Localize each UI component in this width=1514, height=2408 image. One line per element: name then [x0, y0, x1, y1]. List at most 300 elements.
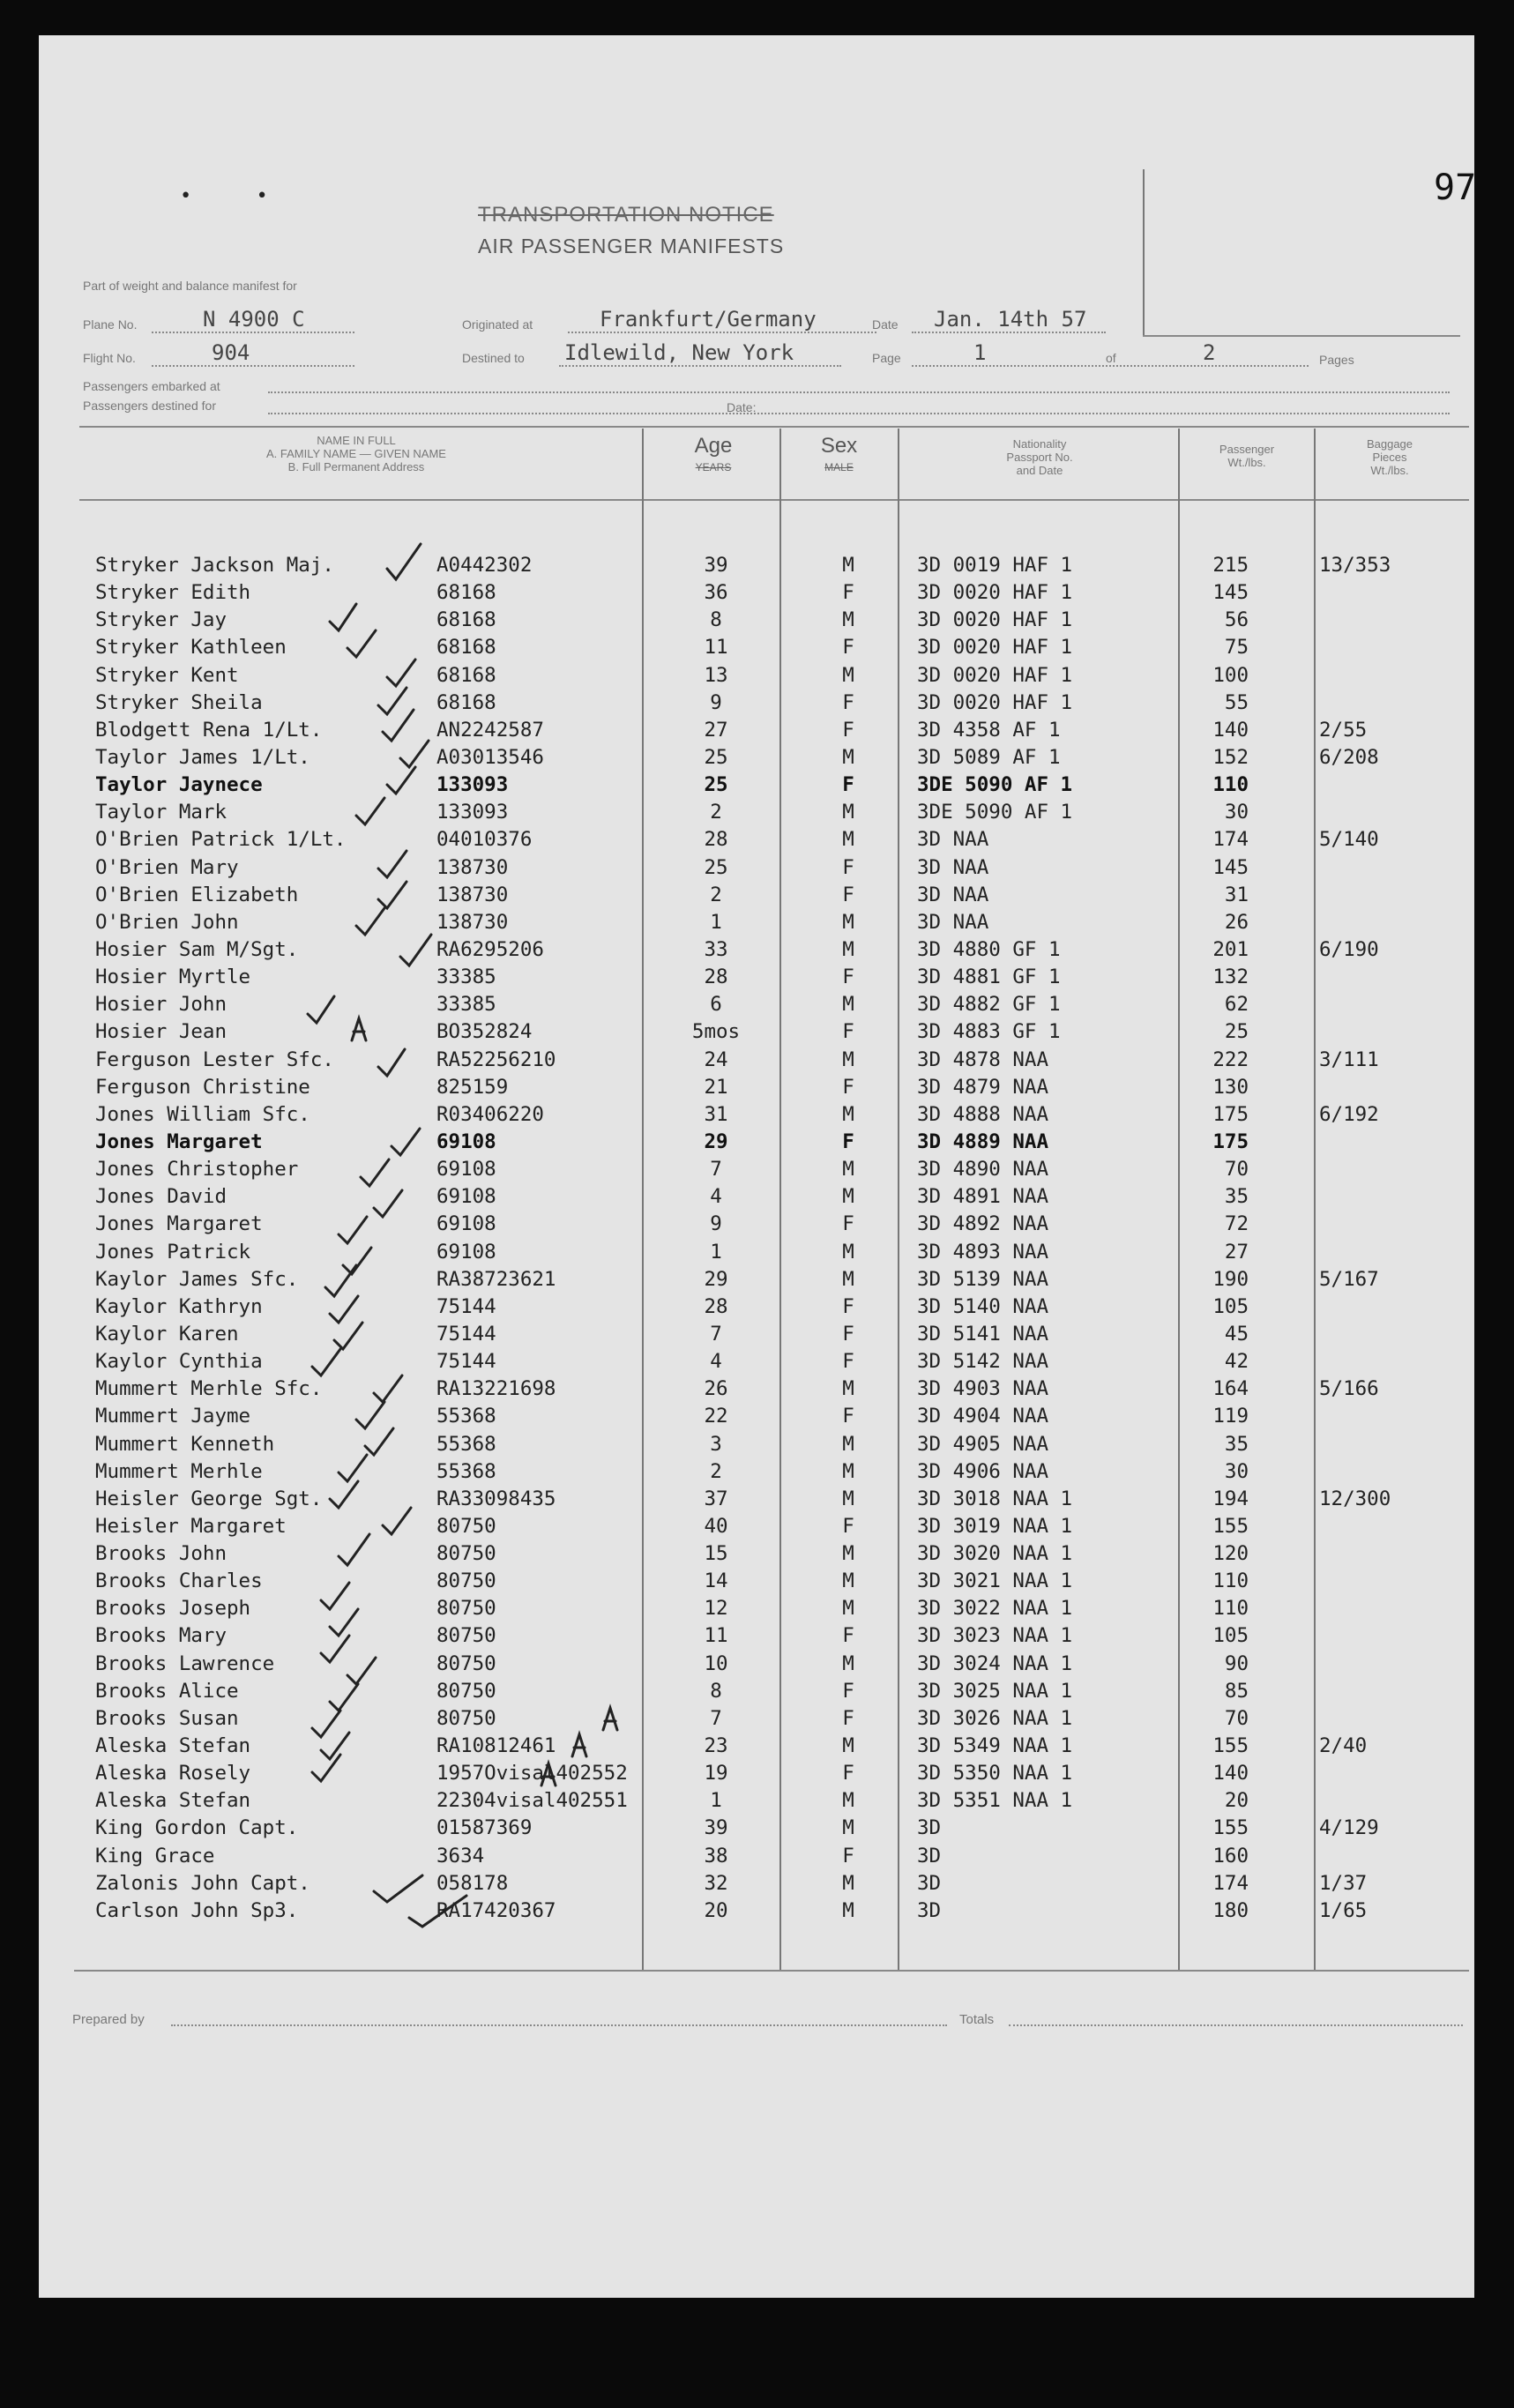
- handwritten-checkmarks: [39, 35, 1477, 2151]
- age: 15: [704, 1542, 728, 1566]
- weight: 42: [1224, 1350, 1249, 1374]
- nationality: 3D 3026 NAA 1: [917, 1706, 1073, 1730]
- col-wt-l1: Passenger: [1219, 443, 1275, 456]
- passenger-name: Heisler Margaret: [95, 1514, 287, 1538]
- sex: F: [842, 718, 854, 742]
- sex: M: [842, 1789, 854, 1813]
- passenger-name: Stryker Jackson Maj.: [95, 554, 334, 577]
- passenger-name: O'Brien Mary: [95, 855, 239, 879]
- baggage: 5/166: [1319, 1377, 1379, 1401]
- sex: F: [842, 1212, 854, 1236]
- passenger-name: Jones David: [95, 1185, 227, 1209]
- nationality: 3D 3023 NAA 1: [917, 1624, 1073, 1648]
- baggage: 2/40: [1319, 1734, 1368, 1758]
- nationality: 3DE 5090 AF 1: [917, 773, 1073, 797]
- passport-no: RA10812461: [436, 1734, 556, 1758]
- passenger-name: Hosier Myrtle: [95, 965, 251, 989]
- passport-no: 80750: [436, 1542, 496, 1566]
- age: 40: [704, 1514, 728, 1538]
- age: 23: [704, 1734, 728, 1758]
- col-nat-l2: Passport No.: [1006, 451, 1073, 464]
- sex: M: [842, 801, 854, 824]
- destined-for-label: Passengers destined for: [83, 399, 216, 413]
- nationality: 3D 0020 HAF 1: [917, 690, 1073, 714]
- age: 9: [710, 690, 722, 714]
- plane-no-label: Plane No.: [83, 317, 138, 332]
- passport-no: 133093: [436, 773, 509, 797]
- form-title: AIR PASSENGER MANIFESTS: [478, 235, 785, 257]
- passenger-name: Mummert Kenneth: [95, 1432, 275, 1456]
- nationality: 3D 3024 NAA 1: [917, 1651, 1073, 1675]
- weight: 25: [1224, 1020, 1249, 1044]
- nationality: 3D 5349 NAA 1: [917, 1734, 1073, 1758]
- nationality: 3D 4888 NAA: [917, 1102, 1049, 1126]
- passport-no: A0442302: [436, 554, 533, 577]
- age: 26: [704, 1377, 728, 1401]
- weight: 35: [1224, 1432, 1249, 1456]
- weight: 20: [1224, 1789, 1249, 1813]
- sex: M: [842, 1377, 854, 1401]
- passport-no: A03013546: [436, 745, 544, 769]
- age: 28: [704, 965, 728, 989]
- weight: 30: [1224, 1459, 1249, 1483]
- nationality: 3D 4879 NAA: [917, 1075, 1049, 1099]
- age: 31: [704, 1102, 728, 1126]
- passport-no: 69108: [436, 1158, 496, 1182]
- nationality: 3D 4905 NAA: [917, 1432, 1049, 1456]
- nationality: 3D 4878 NAA: [917, 1047, 1049, 1071]
- weight: 105: [1212, 1624, 1249, 1648]
- passport-no: 68168: [436, 581, 496, 605]
- col-age-sub: YEARS: [695, 461, 732, 473]
- passport-no: 75144: [436, 1322, 496, 1346]
- nationality: 3D 4889 NAA: [917, 1129, 1049, 1153]
- weight: 85: [1224, 1679, 1249, 1703]
- embarked-label: Passengers embarked at: [83, 379, 220, 393]
- age: 28: [704, 1294, 728, 1318]
- passport-no: 55368: [436, 1432, 496, 1456]
- passport-no: 80750: [436, 1514, 496, 1538]
- nationality: 3D 4906 NAA: [917, 1459, 1049, 1483]
- passport-no: 80750: [436, 1597, 496, 1621]
- age: 3: [710, 1432, 722, 1456]
- passenger-name: Hosier John: [95, 993, 227, 1017]
- passenger-name: O'Brien Patrick 1/Lt.: [95, 828, 347, 852]
- sex: F: [842, 1020, 854, 1044]
- passport-no: 138730: [436, 910, 509, 934]
- baggage: 1/65: [1319, 1898, 1368, 1922]
- passenger-name: Brooks Lawrence: [95, 1651, 275, 1675]
- originated-value: Frankfurt/Germany: [600, 307, 817, 332]
- nationality: 3D 5089 AF 1: [917, 745, 1061, 769]
- weight: 130: [1212, 1075, 1249, 1099]
- passenger-name: Stryker Edith: [95, 581, 251, 605]
- passenger-name: Jones Christopher: [95, 1158, 299, 1182]
- passport-no: 80750: [436, 1624, 496, 1648]
- age: 38: [704, 1844, 728, 1868]
- sex: M: [842, 1651, 854, 1675]
- nationality: 3D NAA: [917, 828, 989, 852]
- sex: F: [842, 690, 854, 714]
- col-age-label: Age: [694, 434, 733, 458]
- col-bag-l2: Pieces: [1372, 451, 1407, 464]
- weight: 145: [1212, 855, 1249, 879]
- baggage: 6/192: [1319, 1102, 1379, 1126]
- age: 7: [710, 1158, 722, 1182]
- nationality: 3D 4891 NAA: [917, 1185, 1049, 1209]
- weight: 75: [1224, 636, 1249, 660]
- passenger-name: Kaylor James Sfc.: [95, 1267, 299, 1291]
- passenger-name: Mummert Merhle Sfc.: [95, 1377, 323, 1401]
- passport-no: 1957Ovisal402552: [436, 1762, 628, 1785]
- baggage: 5/167: [1319, 1267, 1379, 1291]
- col-name-l3: B. Full Permanent Address: [287, 460, 425, 473]
- weight: 155: [1212, 1734, 1249, 1758]
- sex: M: [842, 1816, 854, 1840]
- sex: M: [842, 1459, 854, 1483]
- passport-no: 33385: [436, 965, 496, 989]
- age: 14: [704, 1569, 728, 1593]
- passport-no: BO352824: [436, 1020, 533, 1044]
- nationality: 3D 3021 NAA 1: [917, 1569, 1073, 1593]
- sex: F: [842, 883, 854, 906]
- passport-no: 69108: [436, 1212, 496, 1236]
- passenger-name: Blodgett Rena 1/Lt.: [95, 718, 323, 742]
- flight-no-value: 904: [212, 340, 250, 365]
- sex: M: [842, 993, 854, 1017]
- passport-no: 69108: [436, 1185, 496, 1209]
- age: 7: [710, 1706, 722, 1730]
- weight: 62: [1224, 993, 1249, 1017]
- weight: 70: [1224, 1706, 1249, 1730]
- destined-label: Destined to: [462, 351, 525, 365]
- age: 29: [704, 1129, 728, 1153]
- passport-no: 80750: [436, 1569, 496, 1593]
- passenger-name: Mummert Merhle: [95, 1459, 263, 1483]
- passenger-name: Stryker Kent: [95, 663, 239, 687]
- nationality: 3D 3022 NAA 1: [917, 1597, 1073, 1621]
- passenger-name: Stryker Jay: [95, 608, 227, 632]
- age: 1: [710, 910, 722, 934]
- passenger-name: Brooks Alice: [95, 1679, 239, 1703]
- passport-no: 55368: [436, 1459, 496, 1483]
- weight: 201: [1212, 937, 1249, 961]
- page-label: Page: [872, 351, 901, 365]
- nationality: 3D: [917, 1898, 942, 1922]
- weight: 155: [1212, 1816, 1249, 1840]
- nationality: 3D 5139 NAA: [917, 1267, 1049, 1291]
- weight: 45: [1224, 1322, 1249, 1346]
- nationality: 3D NAA: [917, 910, 989, 934]
- sex: M: [842, 910, 854, 934]
- nationality: 3D 5141 NAA: [917, 1322, 1049, 1346]
- passenger-name: O'Brien John: [95, 910, 239, 934]
- passport-no: 80750: [436, 1651, 496, 1675]
- mark-dots: • •: [180, 185, 295, 207]
- date-label: Date: [872, 317, 899, 332]
- struck-header: TRANSPORTATION NOTICE: [478, 203, 774, 227]
- age: 25: [704, 745, 728, 769]
- weight: 72: [1224, 1212, 1249, 1236]
- sex: M: [842, 1158, 854, 1182]
- sex: M: [842, 1871, 854, 1895]
- passenger-name: Carlson John Sp3.: [95, 1898, 299, 1922]
- weight: 194: [1212, 1487, 1249, 1510]
- sex: M: [842, 1542, 854, 1566]
- passport-no: 68168: [436, 690, 496, 714]
- col-name-l1: NAME IN FULL: [317, 434, 396, 447]
- weight: 164: [1212, 1377, 1249, 1401]
- nationality: 3D: [917, 1844, 942, 1868]
- age: 29: [704, 1267, 728, 1291]
- passenger-name: Jones Margaret: [95, 1212, 263, 1236]
- passenger-name: Hosier Sam M/Sgt.: [95, 937, 299, 961]
- age: 2: [710, 801, 722, 824]
- flight-no-label: Flight No.: [83, 351, 136, 365]
- sex: M: [842, 1240, 854, 1264]
- nationality: 3D 4893 NAA: [917, 1240, 1049, 1264]
- sex: F: [842, 1514, 854, 1538]
- sex: F: [842, 1129, 854, 1153]
- destined-value: Idlewild, New York: [564, 340, 794, 365]
- passport-no: 68168: [436, 663, 496, 687]
- sex: M: [842, 1569, 854, 1593]
- age: 11: [704, 1624, 728, 1648]
- weight: 174: [1212, 828, 1249, 852]
- passport-no: RA38723621: [436, 1267, 556, 1291]
- age: 1: [710, 1789, 722, 1813]
- passenger-name: Brooks John: [95, 1542, 227, 1566]
- sex: M: [842, 1267, 854, 1291]
- age: 7: [710, 1322, 722, 1346]
- sex: M: [842, 663, 854, 687]
- weight: 55: [1224, 690, 1249, 714]
- col-nat-l1: Nationality: [1012, 437, 1067, 451]
- passenger-name: Jones William Sfc.: [95, 1102, 310, 1126]
- pages-label: Pages: [1319, 353, 1354, 367]
- age: 8: [710, 1679, 722, 1703]
- nationality: 3DE 5090 AF 1: [917, 801, 1073, 824]
- sex: F: [842, 855, 854, 879]
- passenger-name: Kaylor Karen: [95, 1322, 239, 1346]
- sex: F: [842, 636, 854, 660]
- weight: 174: [1212, 1871, 1249, 1895]
- nationality: 3D 3020 NAA 1: [917, 1542, 1073, 1566]
- nationality: 3D 5142 NAA: [917, 1350, 1049, 1374]
- passport-no: 68168: [436, 636, 496, 660]
- age: 24: [704, 1047, 728, 1071]
- sex: F: [842, 773, 854, 797]
- passenger-name: Kaylor Kathryn: [95, 1294, 263, 1318]
- age: 2: [710, 1459, 722, 1483]
- passport-no: 75144: [436, 1350, 496, 1374]
- passenger-name: Ferguson Christine: [95, 1075, 310, 1099]
- passenger-name: Brooks Charles: [95, 1569, 263, 1593]
- age: 21: [704, 1075, 728, 1099]
- weight: 119: [1212, 1405, 1249, 1428]
- baggage: 1/37: [1319, 1871, 1368, 1895]
- nationality: 3D 4890 NAA: [917, 1158, 1049, 1182]
- sex: F: [842, 581, 854, 605]
- baggage: 6/190: [1319, 937, 1379, 961]
- age: 27: [704, 718, 728, 742]
- weight: 90: [1224, 1651, 1249, 1675]
- nationality: 3D: [917, 1816, 942, 1840]
- age: 5mos: [691, 1020, 741, 1044]
- sex: F: [842, 1706, 854, 1730]
- weight: 175: [1212, 1102, 1249, 1126]
- age: 36: [704, 581, 728, 605]
- passenger-name: Heisler George Sgt.: [95, 1487, 323, 1510]
- sex: F: [842, 1405, 854, 1428]
- weight: 145: [1212, 581, 1249, 605]
- passport-no: RA33098435: [436, 1487, 556, 1510]
- passenger-name: Kaylor Cynthia: [95, 1350, 263, 1374]
- rule: [171, 2024, 947, 2026]
- sex: M: [842, 745, 854, 769]
- col-wt-l2: Wt./lbs.: [1227, 456, 1266, 469]
- sex: F: [842, 1762, 854, 1785]
- nationality: 3D 4880 GF 1: [917, 937, 1061, 961]
- passport-no: RA13221698: [436, 1377, 556, 1401]
- passport-no: 825159: [436, 1075, 509, 1099]
- weight: 155: [1212, 1514, 1249, 1538]
- of-label: of: [1106, 351, 1116, 365]
- passport-no: 3634: [436, 1844, 485, 1868]
- sex: F: [842, 965, 854, 989]
- weight: 180: [1212, 1898, 1249, 1922]
- weight: 222: [1212, 1047, 1249, 1071]
- passport-no: 058178: [436, 1871, 509, 1895]
- age: 39: [704, 1816, 728, 1840]
- date2-label: Date:: [727, 400, 757, 414]
- passport-no: 138730: [436, 855, 509, 879]
- sex: F: [842, 1350, 854, 1374]
- sex: M: [842, 1597, 854, 1621]
- passport-no: 01587369: [436, 1816, 533, 1840]
- nationality: 3D 4883 GF 1: [917, 1020, 1061, 1044]
- weight: 140: [1212, 718, 1249, 742]
- sex: F: [842, 1844, 854, 1868]
- nationality: 3D 0019 HAF 1: [917, 554, 1073, 577]
- nationality: 3D 3018 NAA 1: [917, 1487, 1073, 1510]
- passport-no: RA52256210: [436, 1047, 556, 1071]
- sex: M: [842, 1487, 854, 1510]
- baggage: 2/55: [1319, 718, 1368, 742]
- weight: 152: [1212, 745, 1249, 769]
- passport-no: 138730: [436, 883, 509, 906]
- baggage: 3/111: [1319, 1047, 1379, 1071]
- sex: M: [842, 608, 854, 632]
- age: 32: [704, 1871, 728, 1895]
- passenger-name: Hosier Jean: [95, 1020, 227, 1044]
- age: 11: [704, 636, 728, 660]
- nationality: 3D NAA: [917, 883, 989, 906]
- passenger-name: Mummert Jayme: [95, 1405, 251, 1428]
- page-value: 1: [973, 340, 987, 365]
- col-bag-l3: Wt./lbs.: [1370, 464, 1409, 477]
- sex: M: [842, 554, 854, 577]
- age: 1: [710, 1240, 722, 1264]
- age: 25: [704, 855, 728, 879]
- sex: M: [842, 1734, 854, 1758]
- sex: M: [842, 828, 854, 852]
- age: 20: [704, 1898, 728, 1922]
- age: 4: [710, 1350, 722, 1374]
- baggage: 6/208: [1319, 745, 1379, 769]
- col-bag-l1: Baggage: [1366, 437, 1413, 451]
- age: 12: [704, 1597, 728, 1621]
- passenger-name: Taylor Mark: [95, 801, 227, 824]
- passport-no: 33385: [436, 993, 496, 1017]
- nationality: 3D 5140 NAA: [917, 1294, 1049, 1318]
- passport-no: 80750: [436, 1706, 496, 1730]
- weight: 56: [1224, 608, 1249, 632]
- passenger-name: Aleska Stefan: [95, 1734, 251, 1758]
- sex: M: [842, 937, 854, 961]
- passenger-name: Stryker Sheila: [95, 690, 263, 714]
- passport-no: 80750: [436, 1679, 496, 1703]
- age: 9: [710, 1212, 722, 1236]
- age: 22: [704, 1405, 728, 1428]
- weight: 31: [1224, 883, 1249, 906]
- age: 39: [704, 554, 728, 577]
- passenger-name: Taylor James 1/Lt.: [95, 745, 310, 769]
- age: 33: [704, 937, 728, 961]
- totals-label: Totals: [959, 2012, 995, 2027]
- age: 13: [704, 663, 728, 687]
- sex: F: [842, 1075, 854, 1099]
- passenger-name: Jones Patrick: [95, 1240, 251, 1264]
- passenger-name: Aleska Rosely: [95, 1762, 251, 1785]
- age: 28: [704, 828, 728, 852]
- passenger-name: Brooks Joseph: [95, 1597, 251, 1621]
- passport-no: AN2242587: [436, 718, 544, 742]
- nationality: 3D 0020 HAF 1: [917, 608, 1073, 632]
- nationality: 3D 0020 HAF 1: [917, 663, 1073, 687]
- baggage: 5/140: [1319, 828, 1379, 852]
- weight: 110: [1212, 1597, 1249, 1621]
- age: 19: [704, 1762, 728, 1785]
- weight: 215: [1212, 554, 1249, 577]
- weight: 70: [1224, 1158, 1249, 1182]
- baggage: 12/300: [1319, 1487, 1391, 1510]
- nationality: 3D 4881 GF 1: [917, 965, 1061, 989]
- passport-no: RA6295206: [436, 937, 544, 961]
- passenger-name: King Grace: [95, 1844, 215, 1868]
- passport-no: 22304visal402551: [436, 1789, 628, 1813]
- passport-no: 75144: [436, 1294, 496, 1318]
- col-sex-label: Sex: [820, 434, 858, 458]
- nationality: 3D 4904 NAA: [917, 1405, 1049, 1428]
- nationality: 3D 0020 HAF 1: [917, 581, 1073, 605]
- passenger-name: Stryker Kathleen: [95, 636, 287, 660]
- prepared-by-label: Prepared by: [72, 2012, 145, 2027]
- plane-no-value: N 4900 C: [203, 307, 305, 332]
- passport-no: R03406220: [436, 1102, 544, 1126]
- age: 25: [704, 773, 728, 797]
- age: 6: [710, 993, 722, 1017]
- sex: F: [842, 1679, 854, 1703]
- nationality: 3D 4903 NAA: [917, 1377, 1049, 1401]
- passenger-name: Zalonis John Capt.: [95, 1871, 310, 1895]
- sex: F: [842, 1624, 854, 1648]
- sex: M: [842, 1432, 854, 1456]
- weight: 105: [1212, 1294, 1249, 1318]
- passport-no: 69108: [436, 1129, 496, 1153]
- baggage: 4/129: [1319, 1816, 1379, 1840]
- passenger-name: Aleska Stefan: [95, 1789, 251, 1813]
